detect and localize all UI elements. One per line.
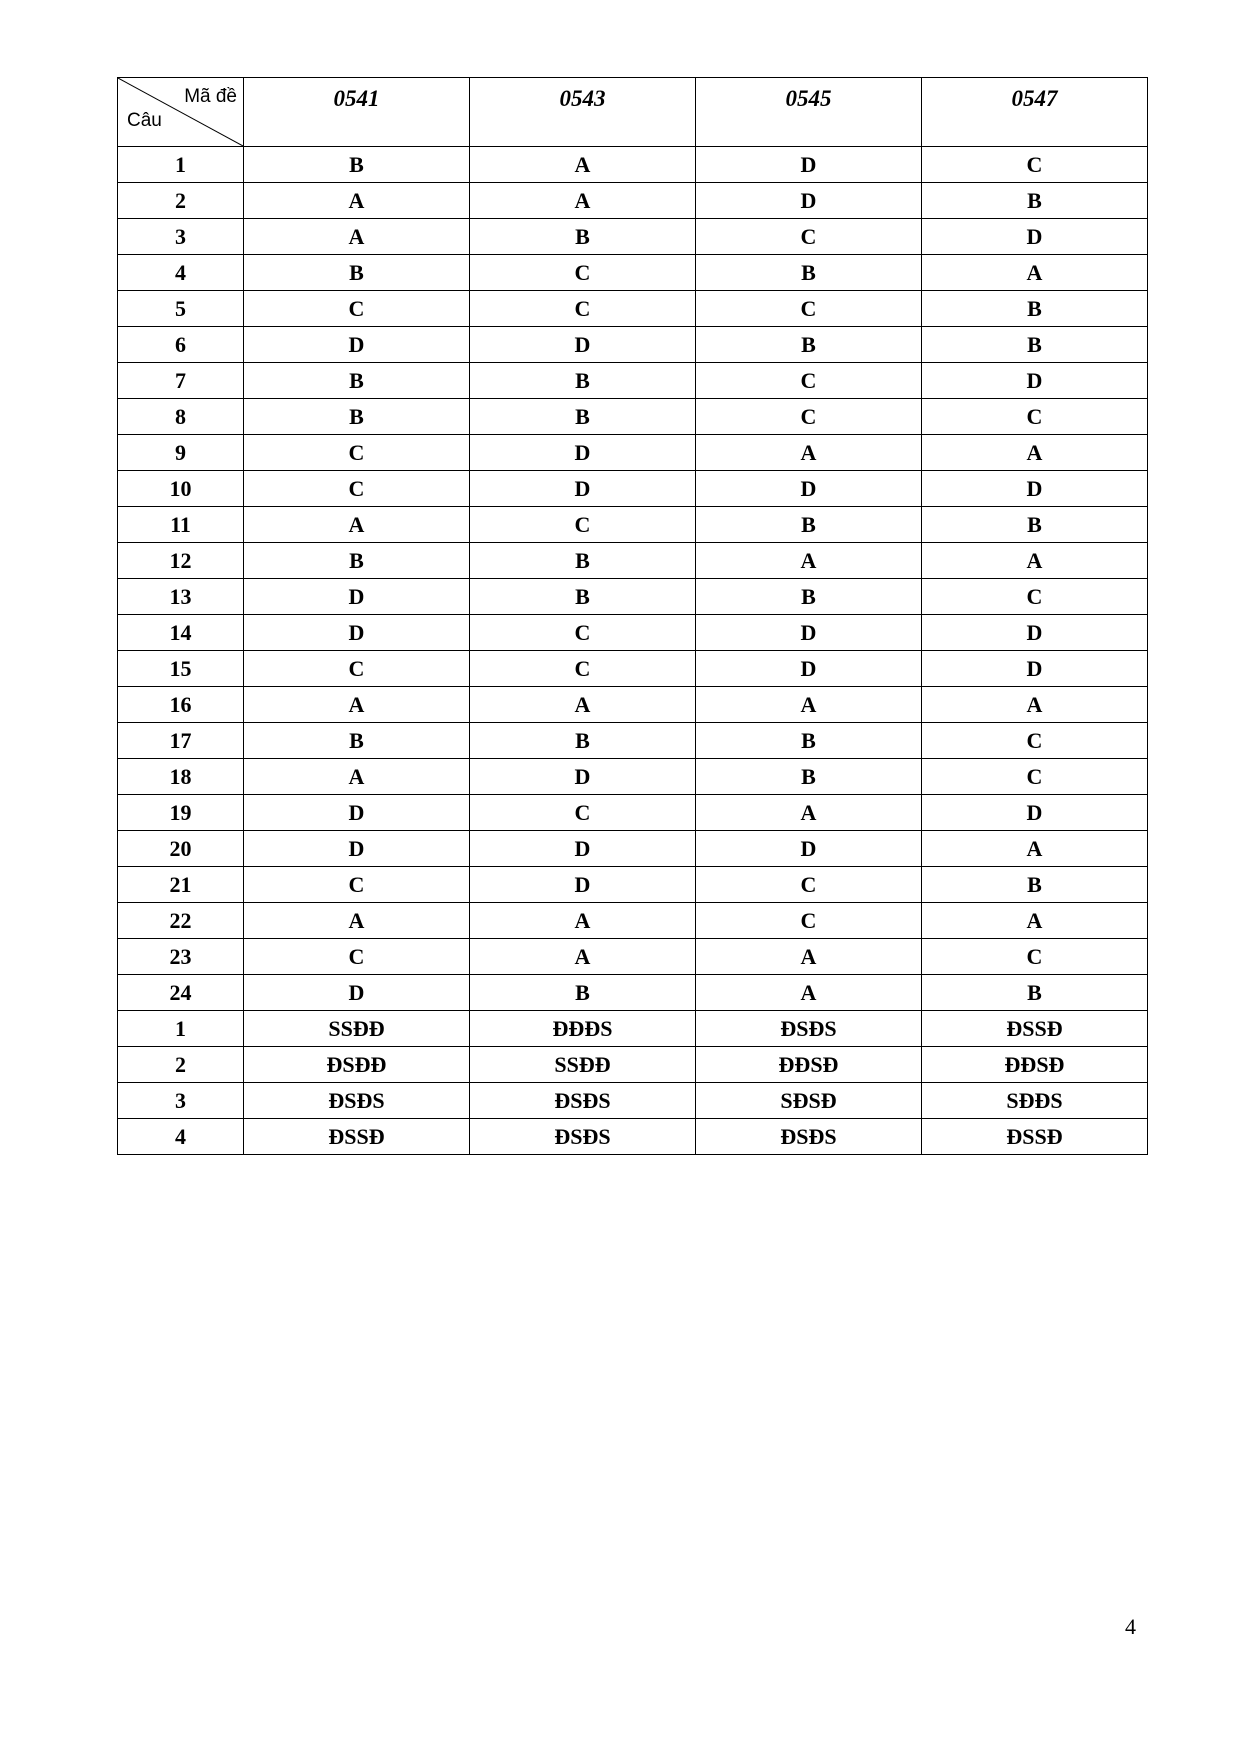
answer-cell: C	[922, 399, 1148, 435]
table-row	[118, 255, 1148, 291]
answer-cell: C	[244, 291, 470, 327]
question-number-cell: 2	[118, 183, 244, 219]
answer-cell: D	[470, 435, 696, 471]
answer-cell: C	[244, 471, 470, 507]
answer-cell: C	[922, 723, 1148, 759]
answer-cell: D	[470, 759, 696, 795]
answer-cell: A	[470, 939, 696, 975]
answer-cell: A	[922, 831, 1148, 867]
answer-cell: D	[244, 579, 470, 615]
answer-cell: B	[244, 723, 470, 759]
answer-cell: A	[922, 543, 1148, 579]
question-number-cell: 16	[118, 687, 244, 723]
question-number-cell: 5	[118, 291, 244, 327]
answer-cell: C	[470, 291, 696, 327]
table-row	[118, 1119, 1148, 1155]
answer-cell: B	[244, 399, 470, 435]
answer-cell: A	[470, 687, 696, 723]
answer-cell: ĐSĐS	[244, 1083, 470, 1119]
answer-cell: C	[470, 255, 696, 291]
table-row	[118, 183, 1148, 219]
answer-cell: B	[696, 759, 922, 795]
answer-cell: A	[696, 543, 922, 579]
answer-cell: B	[696, 579, 922, 615]
answer-cell: C	[470, 795, 696, 831]
question-number-cell: 13	[118, 579, 244, 615]
answer-cell: C	[922, 939, 1148, 975]
answer-cell: ĐĐSĐ	[922, 1047, 1148, 1083]
answer-cell: B	[470, 723, 696, 759]
answer-cell: B	[922, 327, 1148, 363]
answer-cell: SSĐĐ	[470, 1047, 696, 1083]
answer-cell: A	[470, 183, 696, 219]
answer-cell: A	[470, 147, 696, 183]
answer-cell: C	[922, 759, 1148, 795]
answer-cell: A	[244, 219, 470, 255]
answer-cell: B	[696, 255, 922, 291]
question-number-cell: 4	[118, 255, 244, 291]
question-number-cell: 1	[118, 147, 244, 183]
table-row	[118, 579, 1148, 615]
answer-cell: C	[696, 291, 922, 327]
answer-cell: B	[244, 255, 470, 291]
question-number-cell: 10	[118, 471, 244, 507]
table-row	[118, 975, 1148, 1011]
header-row	[118, 78, 1148, 147]
question-axis-label: Câu	[127, 110, 162, 131]
table-row	[118, 687, 1148, 723]
answer-cell: ĐSSĐ	[922, 1119, 1148, 1155]
answer-cell: A	[696, 795, 922, 831]
answer-cell: SSĐĐ	[244, 1011, 470, 1047]
table-row	[118, 831, 1148, 867]
answer-cell: D	[922, 363, 1148, 399]
question-number-cell: 2	[118, 1047, 244, 1083]
answer-cell: B	[244, 147, 470, 183]
answer-cell: D	[696, 651, 922, 687]
question-number-cell: 9	[118, 435, 244, 471]
answer-cell: A	[244, 903, 470, 939]
question-number-cell: 8	[118, 399, 244, 435]
question-number-cell: 14	[118, 615, 244, 651]
answer-cell: D	[470, 831, 696, 867]
table-row	[118, 147, 1148, 183]
answer-cell: C	[696, 867, 922, 903]
answer-cell: C	[470, 651, 696, 687]
answer-cell: C	[244, 939, 470, 975]
question-number-cell: 3	[118, 219, 244, 255]
answer-cell: D	[922, 219, 1148, 255]
question-number-cell: 6	[118, 327, 244, 363]
question-number-cell: 12	[118, 543, 244, 579]
exam-code-header: 0547	[922, 78, 1148, 147]
answer-cell: A	[922, 255, 1148, 291]
table-row	[118, 759, 1148, 795]
answer-cell: B	[470, 975, 696, 1011]
answer-cell: D	[696, 831, 922, 867]
table-row	[118, 327, 1148, 363]
question-number-cell: 3	[118, 1083, 244, 1119]
question-number-cell: 21	[118, 867, 244, 903]
table-row	[118, 507, 1148, 543]
answer-cell: ĐĐSĐ	[696, 1047, 922, 1083]
page-number: 4	[1125, 1614, 1136, 1639]
answer-cell: SĐĐS	[922, 1083, 1148, 1119]
answer-cell: B	[470, 219, 696, 255]
table-row	[118, 219, 1148, 255]
answer-cell: D	[922, 615, 1148, 651]
answer-cell: A	[244, 759, 470, 795]
answer-cell: C	[244, 435, 470, 471]
table-row	[118, 615, 1148, 651]
answer-cell: B	[922, 867, 1148, 903]
answer-cell: A	[696, 435, 922, 471]
answer-cell: C	[244, 651, 470, 687]
table-row	[118, 795, 1148, 831]
answer-cell: D	[696, 183, 922, 219]
answer-rows	[118, 147, 1148, 1155]
answer-cell: D	[244, 831, 470, 867]
answer-cell: ĐSĐS	[470, 1083, 696, 1119]
question-number-cell: 7	[118, 363, 244, 399]
table-row	[118, 399, 1148, 435]
exam-code-header: 0543	[470, 78, 696, 147]
question-number-cell: 18	[118, 759, 244, 795]
answer-cell: A	[922, 435, 1148, 471]
exam-code-axis-label: Mã đề	[184, 86, 237, 107]
answer-cell: D	[470, 327, 696, 363]
table-row	[118, 651, 1148, 687]
answer-cell: A	[244, 183, 470, 219]
answer-cell: D	[922, 471, 1148, 507]
answer-cell: B	[470, 543, 696, 579]
answer-cell: B	[470, 579, 696, 615]
answer-cell: ĐSSĐ	[922, 1011, 1148, 1047]
table-row	[118, 363, 1148, 399]
answer-cell: A	[470, 903, 696, 939]
answer-cell: ĐSĐS	[696, 1011, 922, 1047]
table-row	[118, 723, 1148, 759]
answer-cell: A	[244, 687, 470, 723]
table-row	[118, 867, 1148, 903]
answer-cell: C	[470, 615, 696, 651]
question-number-cell: 23	[118, 939, 244, 975]
answer-cell: C	[922, 579, 1148, 615]
question-number-cell: 22	[118, 903, 244, 939]
answer-cell: C	[696, 903, 922, 939]
answer-cell: B	[244, 363, 470, 399]
answer-cell: C	[470, 507, 696, 543]
answer-cell: B	[696, 507, 922, 543]
answer-cell: ĐSĐS	[470, 1119, 696, 1155]
answer-cell: C	[922, 147, 1148, 183]
answer-cell: A	[922, 687, 1148, 723]
corner-cell	[118, 78, 244, 147]
answer-cell: D	[244, 795, 470, 831]
question-number-cell: 24	[118, 975, 244, 1011]
answer-cell: D	[244, 327, 470, 363]
answer-cell: B	[470, 399, 696, 435]
exam-code-header: 0541	[244, 78, 470, 147]
answer-cell: B	[922, 183, 1148, 219]
table-row	[118, 471, 1148, 507]
question-number-cell: 20	[118, 831, 244, 867]
answer-cell: D	[696, 147, 922, 183]
answer-cell: SĐSĐ	[696, 1083, 922, 1119]
exam-code-header: 0545	[696, 78, 922, 147]
answer-cell: D	[470, 471, 696, 507]
answer-cell: D	[244, 615, 470, 651]
question-number-cell: 19	[118, 795, 244, 831]
table-row	[118, 903, 1148, 939]
table-row	[118, 939, 1148, 975]
answer-cell: ĐĐĐS	[470, 1011, 696, 1047]
answer-cell: B	[922, 507, 1148, 543]
answer-key-table	[117, 77, 1148, 1155]
answer-cell: A	[696, 939, 922, 975]
question-number-cell: 1	[118, 1011, 244, 1047]
answer-cell: C	[696, 363, 922, 399]
answer-cell: D	[244, 975, 470, 1011]
answer-cell: A	[696, 687, 922, 723]
answer-cell: B	[696, 327, 922, 363]
table-row	[118, 435, 1148, 471]
answer-cell: ĐSSĐ	[244, 1119, 470, 1155]
question-number-cell: 11	[118, 507, 244, 543]
question-number-cell: 17	[118, 723, 244, 759]
answer-cell: D	[470, 867, 696, 903]
table-row	[118, 291, 1148, 327]
table-row	[118, 1083, 1148, 1119]
answer-cell: C	[244, 867, 470, 903]
table-row	[118, 1011, 1148, 1047]
answer-cell: D	[922, 651, 1148, 687]
answer-cell: C	[696, 399, 922, 435]
answer-cell: D	[696, 615, 922, 651]
table-row	[118, 543, 1148, 579]
answer-cell: C	[696, 219, 922, 255]
answer-cell: A	[696, 975, 922, 1011]
table-row	[118, 1047, 1148, 1083]
answer-cell: B	[696, 723, 922, 759]
answer-cell: A	[244, 507, 470, 543]
question-number-cell: 4	[118, 1119, 244, 1155]
answer-cell: D	[922, 795, 1148, 831]
answer-cell: A	[922, 903, 1148, 939]
answer-cell: D	[696, 471, 922, 507]
answer-cell: B	[922, 975, 1148, 1011]
question-number-cell: 15	[118, 651, 244, 687]
answer-cell: ĐSĐĐ	[244, 1047, 470, 1083]
answer-cell: B	[244, 543, 470, 579]
answer-cell: B	[470, 363, 696, 399]
answer-cell: ĐSĐS	[696, 1119, 922, 1155]
answer-cell: B	[922, 291, 1148, 327]
